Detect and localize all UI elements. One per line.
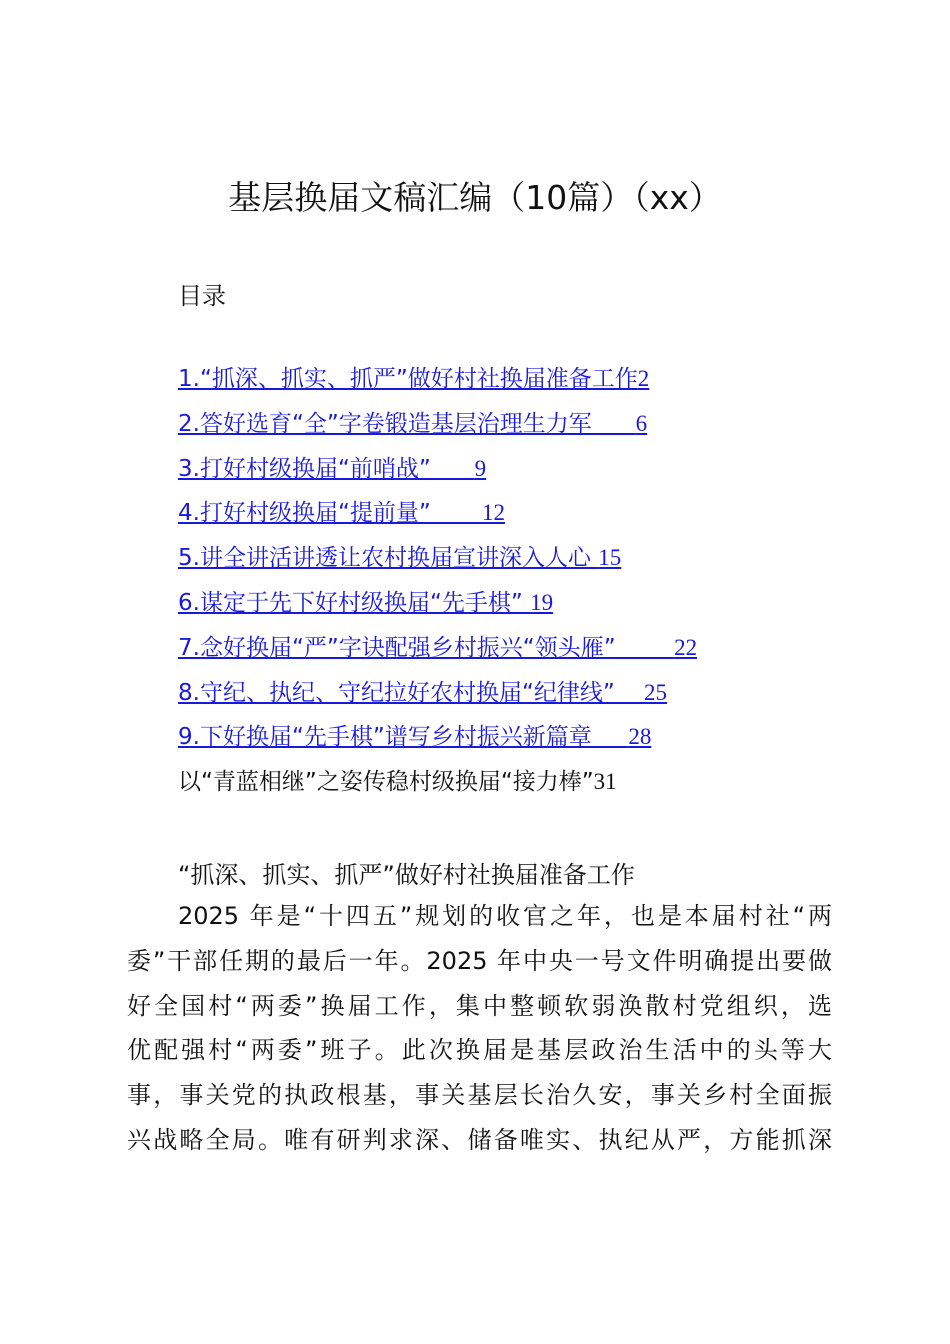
toc-entry[interactable] xyxy=(178,676,697,721)
toc-entry-page: 2 xyxy=(637,366,650,391)
section-title: “抓深、抓实、抓严”做好村社换届准备工作 xyxy=(178,861,635,889)
body-line: 2025 年是“十四五”规划的收官之年，也是本届村社“两 xyxy=(178,902,832,930)
toc-entry[interactable] xyxy=(178,586,697,631)
toc-entry[interactable] xyxy=(178,631,697,676)
toc-entry-page: 12 xyxy=(481,500,505,526)
toc-entry[interactable] xyxy=(178,362,697,407)
toc-entry-label: 9.下好换届“先手棋”谱写乡村振兴新篇章 xyxy=(178,724,629,751)
table-of-contents xyxy=(178,362,697,810)
toc-entry-page: 28 xyxy=(628,724,652,750)
body-line: 兴战略全局。唯有研判求深、储备唯实、执纪从严，方能抓深 xyxy=(127,1125,832,1154)
toc-entry-page: 31 xyxy=(593,769,617,795)
body-line: 优配强村“两委”班子。此次换届是基层政治生活中的头等大 xyxy=(127,1036,832,1065)
toc-entry-page: 9 xyxy=(474,455,487,481)
document-title: 基层换届文稿汇编（10篇）（xx） xyxy=(228,178,722,217)
toc-entry-label: 1.“抓深、抓实、抓严”做好村社换届准备工作 xyxy=(178,366,638,392)
toc-entry[interactable] xyxy=(178,496,697,541)
toc-entry[interactable] xyxy=(178,407,697,452)
body-line: 事，事关党的执政根基，事关基层长治久安，事关乡村全面振 xyxy=(127,1081,832,1110)
toc-entry[interactable] xyxy=(178,720,697,765)
toc-entry-label: 8.守纪、执纪、守纪拉好农村换届“纪律线” xyxy=(178,679,645,706)
toc-entry[interactable] xyxy=(178,541,697,586)
toc-entry-label: 4.打好村级换届“提前量” xyxy=(178,500,482,527)
toc-entry-label: 2.答好选育“全”字卷锻造基层治理生力军 xyxy=(178,410,636,437)
toc-entry-page: 15 xyxy=(598,545,622,571)
toc-entry-label: 3.打好村级换届“前哨战” xyxy=(178,455,475,482)
toc-entry-label: 5.讲全讲活讲透让农村换届宣讲深入人心 xyxy=(178,545,599,572)
toc-entry[interactable] xyxy=(178,452,697,497)
toc-entry-page: 6 xyxy=(635,410,648,436)
toc-entry-label: 6.谋定于先下好村级换届“先手棋” xyxy=(178,589,531,616)
body-line: 好全国村“两委”换届工作，集中整顿软弱涣散村党组织，选 xyxy=(127,991,832,1020)
toc-entry xyxy=(178,765,697,810)
toc-entry-label: 7.念好换届“严”字诀配强乡村振兴“领头雁” xyxy=(178,634,675,661)
body-text xyxy=(127,898,832,1167)
body-line: 委”干部任期的最后一年。2025 年中央一号文件明确提出要做 xyxy=(127,946,832,975)
toc-entry-page: 19 xyxy=(530,589,554,615)
toc-entry-page: 25 xyxy=(644,679,668,705)
toc-heading: 目录 xyxy=(178,282,226,310)
toc-entry-page: 22 xyxy=(674,634,698,660)
toc-entry-label: 以“青蓝相继”之姿传稳村级换届“接力棒” xyxy=(178,769,594,796)
